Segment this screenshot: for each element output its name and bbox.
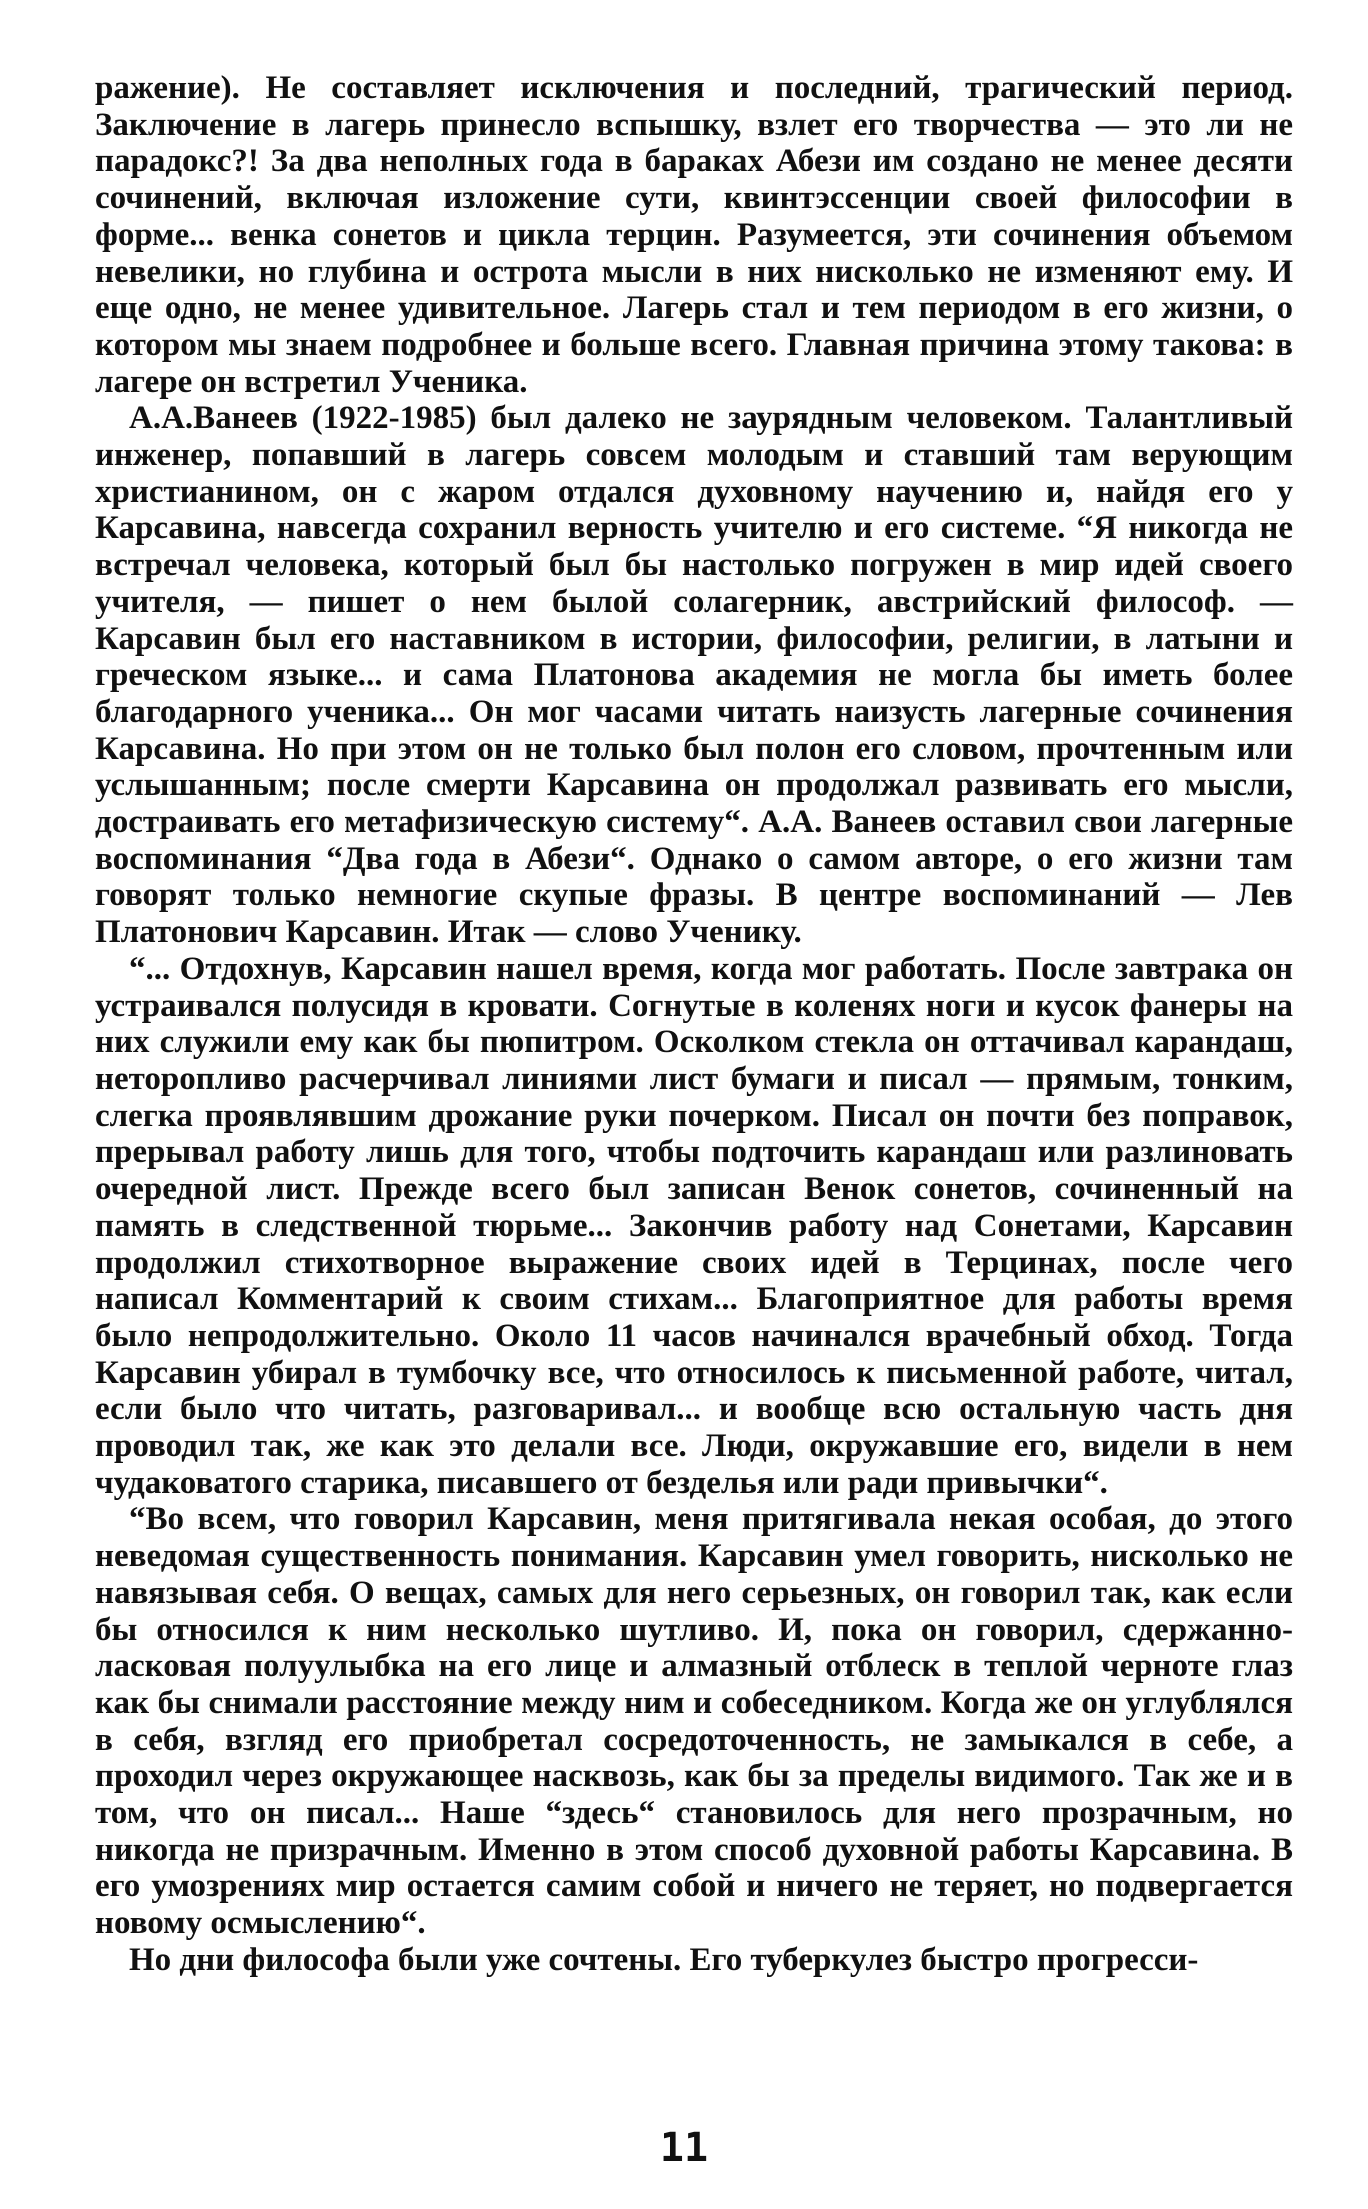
page-number: 11 [659, 2125, 709, 2171]
paragraph-5: Но дни философа были уже сочтены. Его туберкулез быстро прогресси- [129, 1941, 1199, 1978]
paragraph-3: “... Отдохнув, Карсавин нашел время, когда мог работать. После завтрака он устраивался полусидя в кровати. Согнутые в коленях ноги и кусок фанеры на них служили ему как бы пюпитром. Осколком стекла он оттачивал карандаш, неторопливо расчерчивал линиями лист бумаги и писал — прямым, тонким, слегка проявлявшим дрожание руки почерком. Писал он почти без поправок, прерывал работу лишь для того, чтобы подточить карандаш или разлиновать очередной лист. Прежде всего был записан Венок сонетов, сочиненный на память в следственной тюрьме... Закончив работу над Сонетами, Карсавин продолжил стихотворное выражение своих идей в Терцинах, после чего написал Комментарий к своим стихам... Благоприятное для работы время было непродолжительно. Около 11 часов начинался врачебный обход. Тогда Карсавин убирал в тумбочку все, что относилось к письменной работе, читал, если было что читать, разговаривал... и вообще всю остальную часть дня проводил так, же как это делали все. Люди, окружавшие его, видели в нем чудаковатого старика, писавшего от безделья или ради привычки“. [95, 950, 1293, 1501]
paragraph-4: “Во всем, что говорил Карсавин, меня притягивала некая особая, до этого неведомая существенность понимания. Карсавин умел говорить, нисколько не навязывая себя. О вещах, самых для него серьезных, он говорил так, как если бы относился к ним несколько шутливо. И, пока он говорил, сдержанно-ласковая полуулыбка на его лице и алмазный отблеск в теплой черноте глаз как бы снимали расстояние между ним и собеседником. Когда же он углублялся в себя, взгляд его приобретал сосредоточенность, не замыкался в себе, а проходил через окружающее насквозь, как бы за пределы видимого. Так же и в том, что он писал... Наше “здесь“ становилось для него прозрачным, но никогда не призрачным. Именно в этом способ духовной работы Карсавина. В его умозрениях мир остается самим собой и ничего не теряет, но подвергается новому осмыслению“. [95, 1501, 1293, 1942]
page-text [95, 70, 1293, 1979]
paragraph-1: ражение). Не составляет исключения и последний, трагический период. Заключение в лагерь принесло вспышку, взлет его творчества — это ли не парадокс?! За два неполных года в бараках Абези им создано не менее десяти сочинений, включая изложение сути, квинтэссенции своей философии в форме... венка сонетов и цикла терцин. Разумеется, эти сочинения объемом невелики, но глубина и острота мысли в них нисколько не изменяют ему. И еще одно, не менее удивительное. Лагерь стал и тем периодом в его жизни, о котором мы знаем подробнее и больше всего. Главная причина этому такова: в лагере он встретил Ученика. [95, 70, 1293, 400]
paragraph-2: А.А.Ванеев (1922-1985) был далеко не заурядным человеком. Талантливый инженер, попавший в лагерь совсем молодым и ставший там верующим христианином, он с жаром отдался духовному научению и, найдя его у Карсавина, навсегда сохранил верность учителю и его системе. “Я никогда не встречал человека, который был бы настолько погружен в мир идей своего учителя, — пишет о нем былой солагерник, австрийский философ. — Карсавин был его наставником в истории, философии, религии, в латыни и греческом языке... и сама Платонова академия не могла бы иметь более благодарного ученика... Он мог часами читать наизусть лагерные сочинения Карсавина. Но при этом он не только был полон его словом, прочтенным или услышанным; после смерти Карсавина он продолжал развивать его мысли, достраивать его метафизическую систему“. А.А. Ванеев оставил свои лагерные воспоминания “Два года в Абези“. Однако о самом авторе, о его жизни там говорят только немногие скупые фразы. В центре воспоминаний — Лев Платонович Карсавин. Итак — слово Ученику. [95, 400, 1293, 951]
